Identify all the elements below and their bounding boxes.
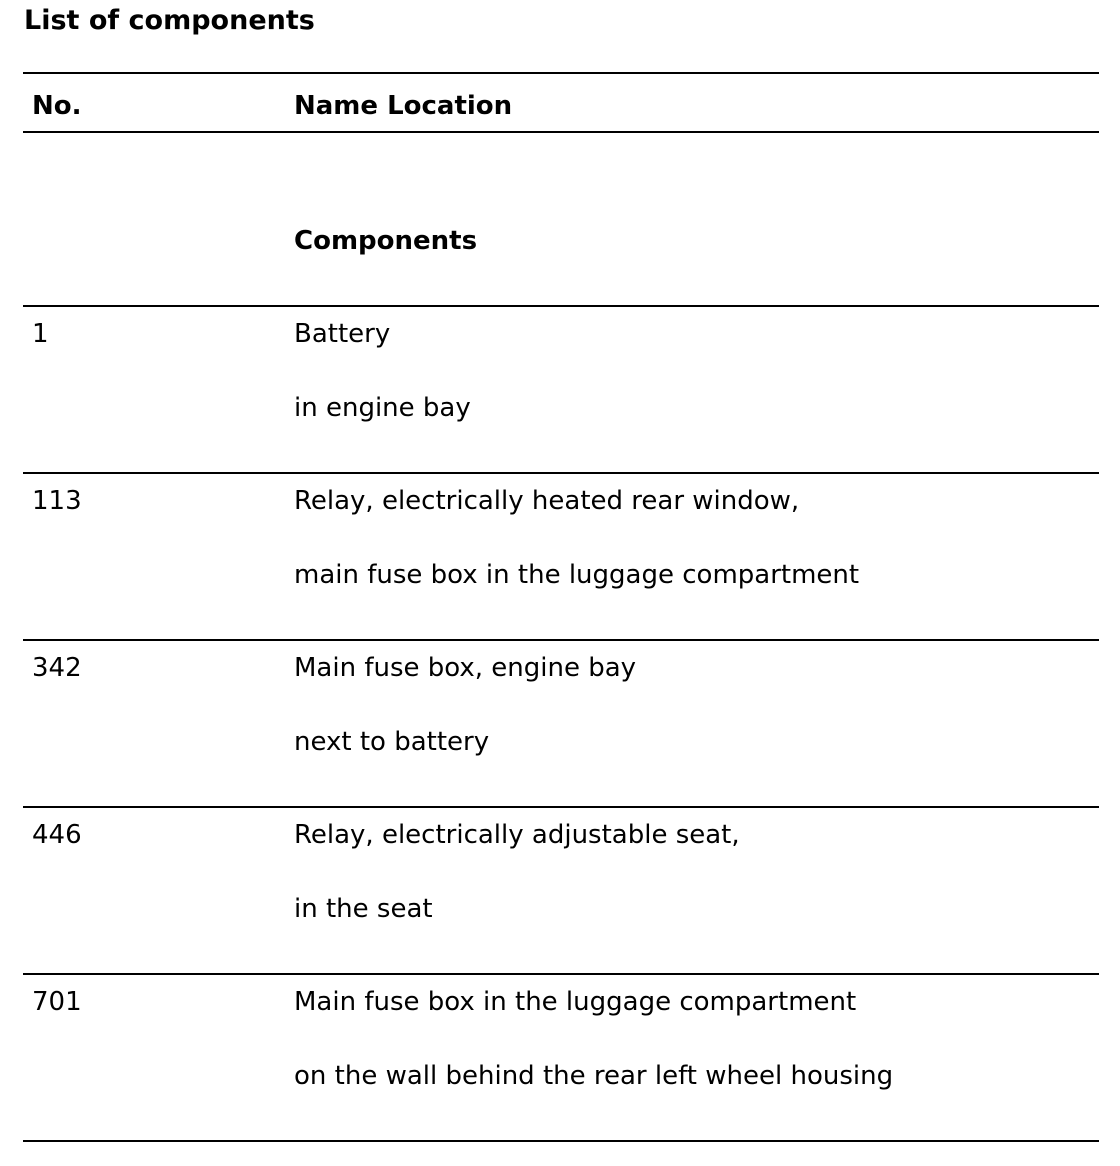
row-divider [23, 305, 1099, 307]
row-location: next to battery [294, 727, 490, 757]
row-location: on the wall behind the rear left wheel housing [294, 1061, 894, 1091]
row-number: 1 [32, 319, 49, 349]
header-name-location: Name Location [294, 91, 513, 121]
row-location: main fuse box in the luggage compartment [294, 560, 860, 590]
row-divider [23, 472, 1099, 474]
row-number: 342 [32, 653, 82, 683]
row-number: 446 [32, 820, 82, 850]
row-name: Relay, electrically adjustable seat, [294, 820, 740, 850]
section-label-components: Components [294, 226, 478, 256]
row-divider [23, 806, 1099, 808]
table-top-rule [23, 72, 1099, 74]
table-bottom-rule [23, 1140, 1099, 1142]
row-name: Relay, electrically heated rear window, [294, 486, 800, 516]
header-bottom-rule [23, 131, 1099, 133]
row-location: in engine bay [294, 393, 471, 423]
row-name: Main fuse box, engine bay [294, 653, 637, 683]
row-number: 113 [32, 486, 82, 516]
row-divider [23, 639, 1099, 641]
header-no: No. [32, 91, 82, 121]
row-location: in the seat [294, 894, 433, 924]
row-name: Battery [294, 319, 391, 349]
row-number: 701 [32, 987, 82, 1017]
row-divider [23, 973, 1099, 975]
row-name: Main fuse box in the luggage compartment [294, 987, 857, 1017]
document-title: List of components [24, 5, 315, 36]
